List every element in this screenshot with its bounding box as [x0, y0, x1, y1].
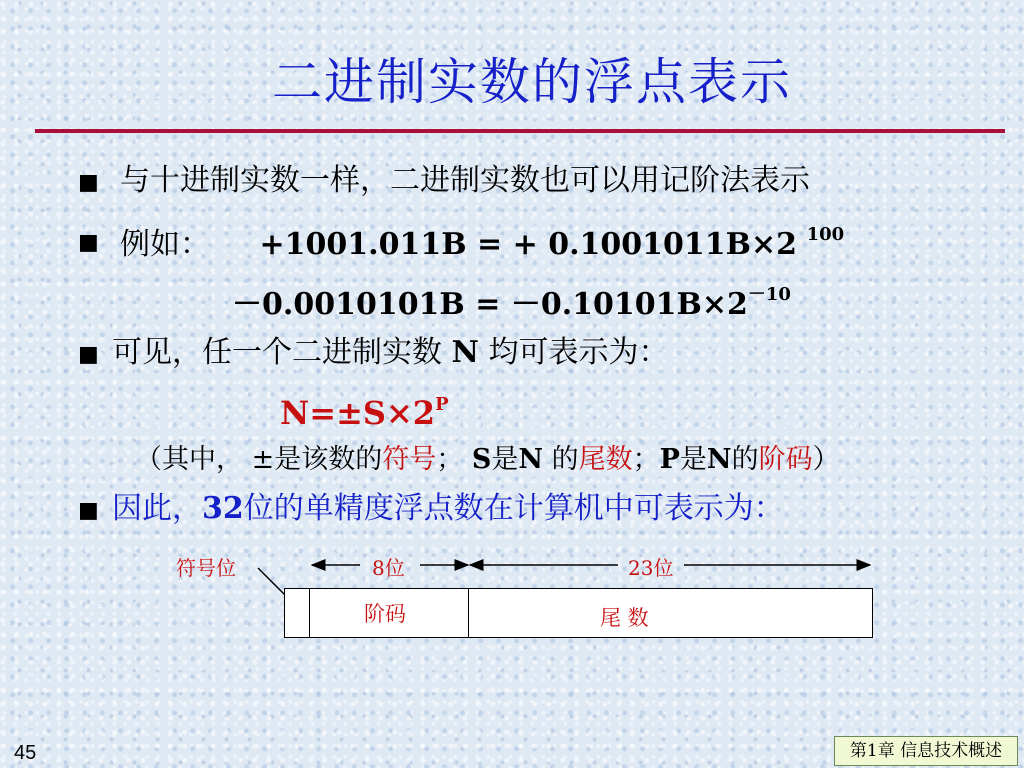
note-mantissa-term: 尾数 — [578, 444, 633, 475]
bullet-square-icon: ■ — [78, 170, 99, 195]
note-is: 是 — [491, 444, 519, 475]
note-de-2: 的 — [731, 444, 759, 475]
example-prefix: 例如： — [120, 227, 210, 262]
note-close: ） — [812, 444, 840, 475]
mantissa-field-label: 尾 数 — [600, 606, 649, 630]
mantissa-bits-label: 23位 — [628, 556, 674, 580]
note-p: P — [659, 444, 680, 475]
sign-bit-label: 符号位 — [176, 556, 236, 580]
note-n: N — [518, 444, 543, 475]
note-is-2: 是 — [679, 444, 707, 475]
chapter-footer: 第1章 信息技术概述 — [834, 736, 1018, 766]
example-2-expression: －0.0010101B = －0.10101B×2 — [232, 287, 748, 322]
slide-title: 二进制实数的浮点表示 — [272, 53, 792, 111]
page-number: 45 — [14, 742, 37, 764]
exponent-bits-label: 8位 — [372, 556, 405, 580]
note-semicolon-2: ； — [632, 444, 660, 475]
example-2-exponent: －10 — [747, 284, 791, 305]
mantissa-cell — [468, 588, 873, 638]
bullet-square-icon: ■ — [78, 342, 99, 367]
line-1: 与十进制实数一样，二进制实数也可以用记阶法表示 — [120, 163, 810, 198]
note-exponent-term: 阶码 — [758, 444, 813, 475]
note-s: S — [471, 444, 492, 475]
example-1-exponent: 100 — [806, 224, 845, 245]
sign-bit-cell — [284, 588, 310, 638]
note-de: 的 — [551, 444, 579, 475]
line-4-text-b: 均可表示为： — [488, 335, 669, 370]
formula-exponent: P — [435, 394, 449, 415]
formula-body: N=±S×2 — [280, 394, 436, 432]
note-open: （其中， — [135, 444, 243, 475]
note-n-2: N — [706, 444, 732, 475]
note-sign-term: 符号 — [382, 444, 437, 475]
note-pm: ±是该数的 — [251, 444, 383, 475]
line-4-text-a: 可见，任一个二进制实数 — [112, 335, 442, 370]
example-1-expression: +1001.011B = + 0.1001011B×2 — [259, 227, 798, 262]
exponent-field-label: 阶码 — [364, 602, 406, 626]
line-5-b: 位的单精度浮点数在计算机中可表示为： — [243, 491, 784, 526]
bullet-square-icon: ■ — [78, 230, 99, 255]
line-5-number: 32 — [202, 491, 244, 526]
note-semicolon: ； — [436, 444, 464, 475]
line-5-a: 因此， — [112, 491, 202, 526]
bullet-square-icon: ■ — [78, 498, 99, 523]
line-4-n: N — [451, 335, 479, 370]
